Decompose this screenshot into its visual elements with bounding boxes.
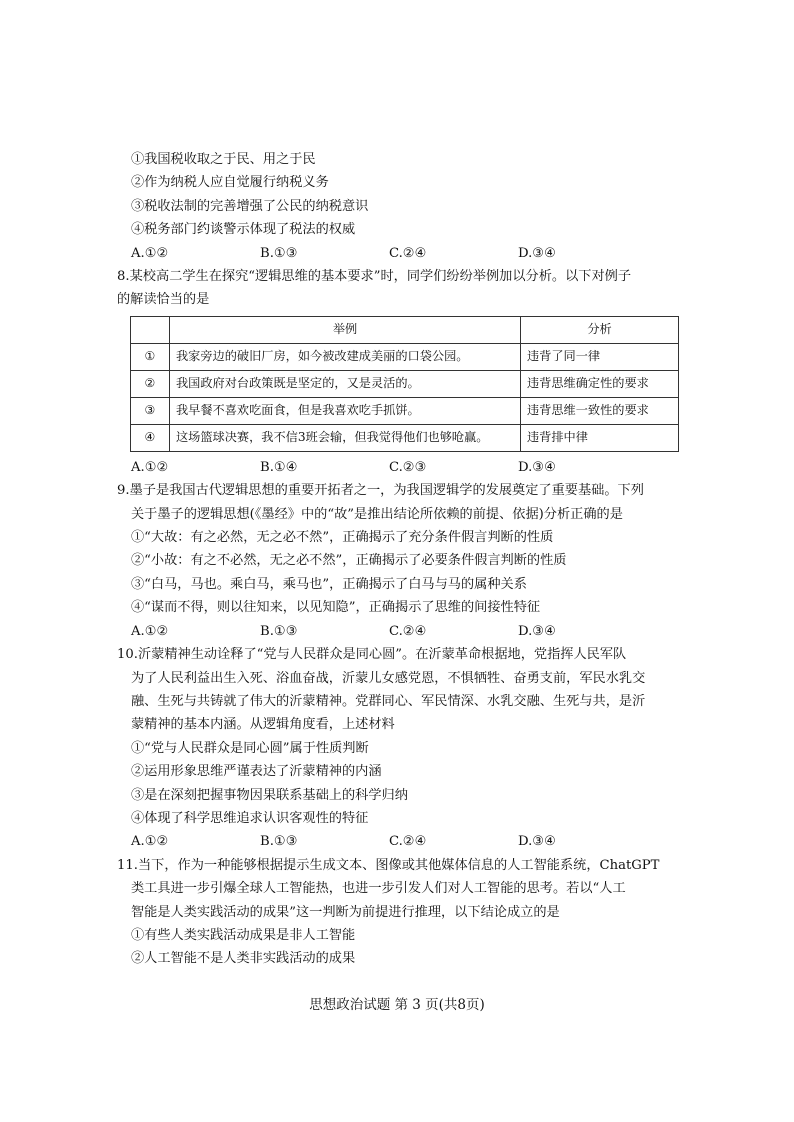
q7-option-c: C.②④: [389, 245, 427, 261]
row-analysis: 违背思维一致性的要求: [521, 397, 679, 424]
q10-stem-line-4: 蒙精神的基本内涵。从逻辑角度看，上述材料: [131, 717, 395, 733]
q10-statement-1: ①“党与人民群众是同心圆”属于性质判断: [131, 740, 369, 756]
q10-statement-2: ②运用形象思维严谨表达了沂蒙精神的内涵: [131, 764, 382, 780]
questions-area: [117, 148, 687, 971]
q8-stem-line-1: 8.某校高二学生在探究“逻辑思维的基本要求”时，同学们纷纷举例加以分析。以下对例子: [117, 269, 631, 285]
q9-option-d: D.③④: [518, 623, 556, 639]
q8-stem-line-2: 的解读恰当的是: [117, 292, 210, 308]
row-example: 我国政府对台政策既是坚定的，又是灵活的。: [170, 370, 521, 397]
row-num: ②: [131, 370, 170, 397]
q10-statement-3: ③是在深刻把握事物因果联系基础上的科学归纳: [131, 787, 408, 803]
q7-option-b: B.①③: [260, 245, 298, 261]
q10-option-d: D.③④: [518, 834, 556, 850]
table-row: [131, 343, 679, 370]
q8-option-a: A.①②: [131, 459, 169, 475]
q11-stem-line-2: 类工具进一步引爆全球人工智能热，也进一步引发人们对人工智能的思考。若以“人工: [131, 881, 626, 897]
q9-options: [117, 620, 687, 643]
q9-stem-line-2: 关于墨子的逻辑思想(《墨经》中的“故”是推出结论所依赖的前提、依据)分析正确的是: [131, 506, 623, 522]
q9-option-a: A.①②: [131, 623, 169, 639]
q10-option-a: A.①②: [131, 834, 169, 850]
page-footer: 思想政治试题 第 3 页(共8页): [309, 997, 485, 1013]
row-analysis: 违背思维确定性的要求: [521, 370, 679, 397]
q7-statement-1: ①我国税收取之于民、用之于民: [131, 152, 316, 167]
q10-stem-line-1: 10.沂蒙精神生动诠释了“党与人民群众是同心圆”。在沂蒙革命根据地，党指挥人民军队: [117, 647, 627, 663]
row-example: 我早餐不喜欢吃面食，但是我喜欢吃手抓饼。: [170, 397, 521, 424]
q10-stem-line-3: 融、生死与共铸就了伟大的沂蒙精神。党群同心、军民情深、水乳交融、生死与共，是沂: [131, 693, 646, 709]
q8-table: [130, 316, 679, 452]
q10-stem-line-2: 为了人民利益出生入死、浴血奋战，沂蒙儿女感党恩，不惧牺牲、奋勇支前，军民水乳交: [131, 670, 646, 686]
q7-statements: [117, 148, 687, 242]
row-example: 我家旁边的破旧厂房，如今被改建成美丽的口袋公园。: [170, 343, 521, 370]
table-header-row: [131, 316, 679, 343]
q11-stem-line-1: 11.当下，作为一种能够根据提示生成文本、图像或其他媒体信息的人工智能系统，ChatGPT: [117, 857, 660, 873]
table-row: [131, 397, 679, 424]
q11-stem-line-3: 智能是人类实践活动的成果”这一判断为前提进行推理，以下结论成立的是: [131, 904, 560, 920]
q9-statement-1: ①“大故：有之必然，无之必不然”，正确揭示了充分条件假言判断的性质: [131, 530, 554, 546]
table-row: [131, 424, 679, 451]
q9-option-c: C.②④: [389, 623, 427, 639]
q10-option-c: C.②④: [389, 834, 427, 850]
q8-option-b: B.①④: [260, 459, 298, 475]
q8-option-d: D.③④: [518, 459, 556, 475]
q11-statement-2: ②人工智能不是人类非实践活动的成果: [131, 951, 356, 967]
q9-statement-2: ②“小故：有之不必然，无之必不然”，正确揭示了必要条件假言判断的性质: [131, 553, 567, 569]
q10-statement-4: ④体现了科学思维追求认识客观性的特征: [131, 810, 369, 826]
row-num: ①: [131, 343, 170, 370]
row-example: 这场篮球决赛，我不信3班会输，但我觉得他们也够呛赢。: [170, 424, 521, 451]
q11-statement-1: ①有些人类实践活动成果是非人工智能: [131, 927, 356, 943]
q7-options: [117, 242, 687, 265]
q10-option-b: B.①③: [260, 834, 298, 850]
q7-option-a: A.①②: [131, 245, 169, 261]
row-analysis: 违背排中律: [521, 424, 679, 451]
q7-statement-2: ②作为纳税人应自觉履行纳税义务: [131, 175, 329, 191]
q7-statement-4: ④税务部门约谈警示体现了税法的权威: [131, 222, 356, 238]
row-num: ③: [131, 397, 170, 424]
q7-option-d: D.③④: [518, 245, 556, 261]
table-row: [131, 370, 679, 397]
table-header-num: [131, 316, 170, 343]
q8-option-c: C.②③: [389, 459, 427, 475]
table-header-example: 举例: [170, 316, 521, 343]
table-header-analysis: 分析: [521, 316, 679, 343]
q7-statement-3: ③税收法制的完善增强了公民的纳税意识: [131, 198, 369, 214]
row-num: ④: [131, 424, 170, 451]
q10-options: [117, 830, 687, 853]
q9-statement-4: ④“谋而不得，则以往知来，以见知隐”，正确揭示了思维的间接性特征: [131, 600, 541, 616]
q8-options: [117, 456, 687, 479]
row-analysis: 违背了同一律: [521, 343, 679, 370]
q9-statement-3: ③“白马，马也。乘白马，乘马也”，正确揭示了白马与马的属种关系: [131, 576, 527, 592]
q9-option-b: B.①③: [260, 623, 298, 639]
q9-stem-line-1: 9.墨子是我国古代逻辑思想的重要开拓者之一，为我国逻辑学的发展奠定了重要基础。下列: [117, 483, 644, 499]
